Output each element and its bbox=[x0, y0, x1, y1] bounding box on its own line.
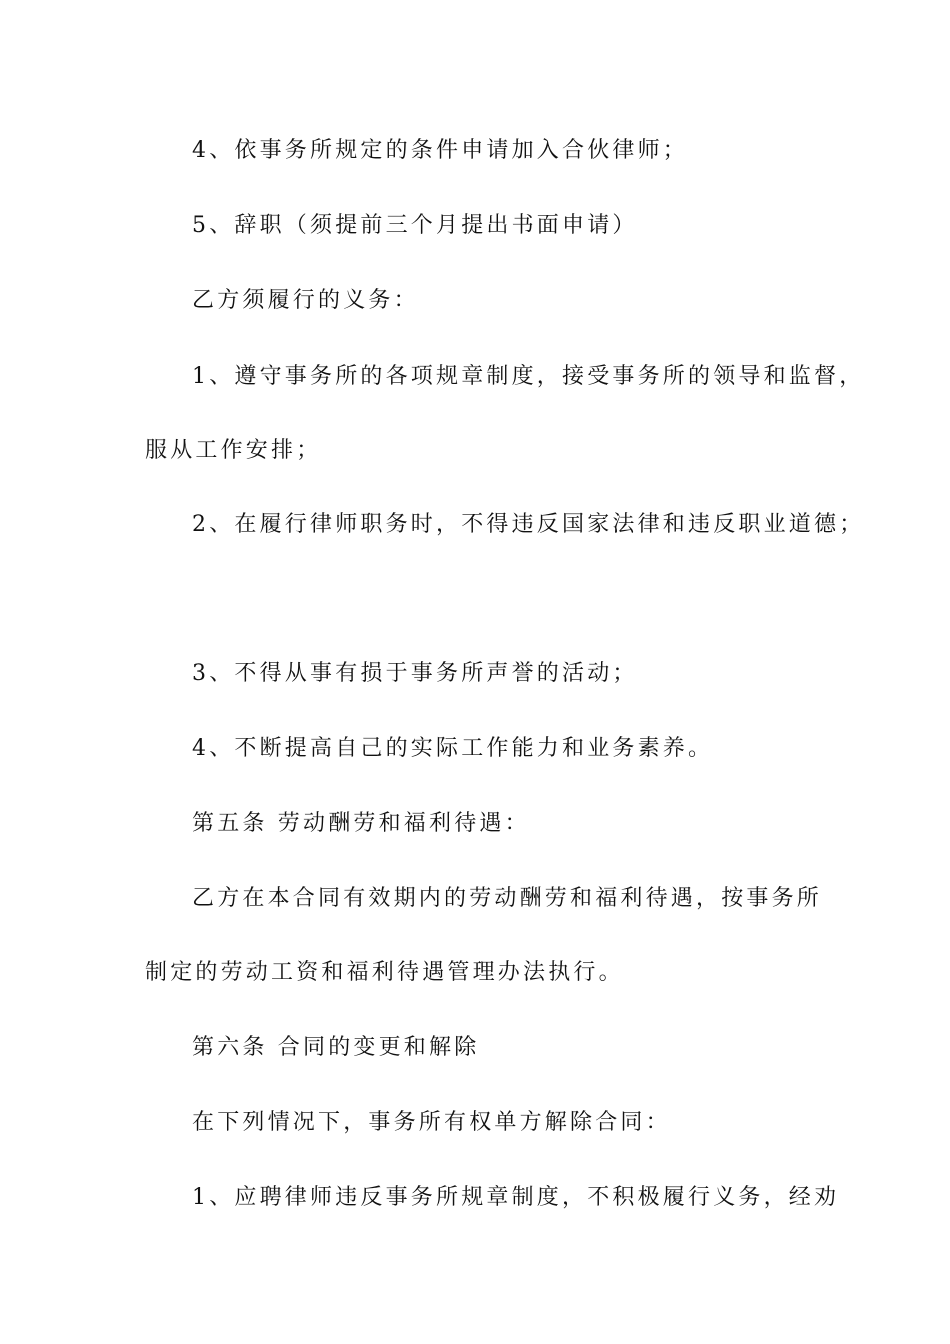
paragraph-termination-intro: 在下列情况下，事务所有权单方解除合同： bbox=[192, 1110, 671, 1135]
paragraph-obligation-2: 2、在履行律师职务时，不得违反国家法律和违反职业道德； bbox=[192, 512, 865, 537]
paragraph-obligation-4: 4、不断提高自己的实际工作能力和业务素养。 bbox=[192, 736, 714, 761]
heading-party-b-obligations: 乙方须履行的义务： bbox=[192, 288, 419, 313]
paragraph-termination-1: 1、应聘律师违反事务所规章制度，不积极履行义务，经劝 bbox=[192, 1185, 840, 1210]
heading-article-6: 第六条 合同的变更和解除 bbox=[192, 1035, 480, 1060]
paragraph-resign: 5、辞职（须提前三个月提出书面申请） bbox=[192, 213, 638, 238]
paragraph-article-5: 乙方在本合同有效期内的劳动酬劳和福利待遇，按事务所 bbox=[192, 886, 823, 911]
paragraph-article-5-cont: 制定的劳动工资和福利待遇管理办法执行。 bbox=[145, 960, 624, 985]
paragraph-obligation-1: 1、遵守事务所的各项规章制度，接受事务所的领导和监督， bbox=[192, 364, 865, 389]
paragraph-obligation-1-cont: 服从工作安排； bbox=[145, 438, 322, 463]
paragraph-apply-partner: 4、依事务所规定的条件申请加入合伙律师； bbox=[192, 138, 688, 163]
heading-article-5: 第五条 劳动酬劳和福利待遇： bbox=[192, 811, 530, 836]
paragraph-obligation-3: 3、不得从事有损于事务所声誉的活动； bbox=[192, 661, 638, 686]
